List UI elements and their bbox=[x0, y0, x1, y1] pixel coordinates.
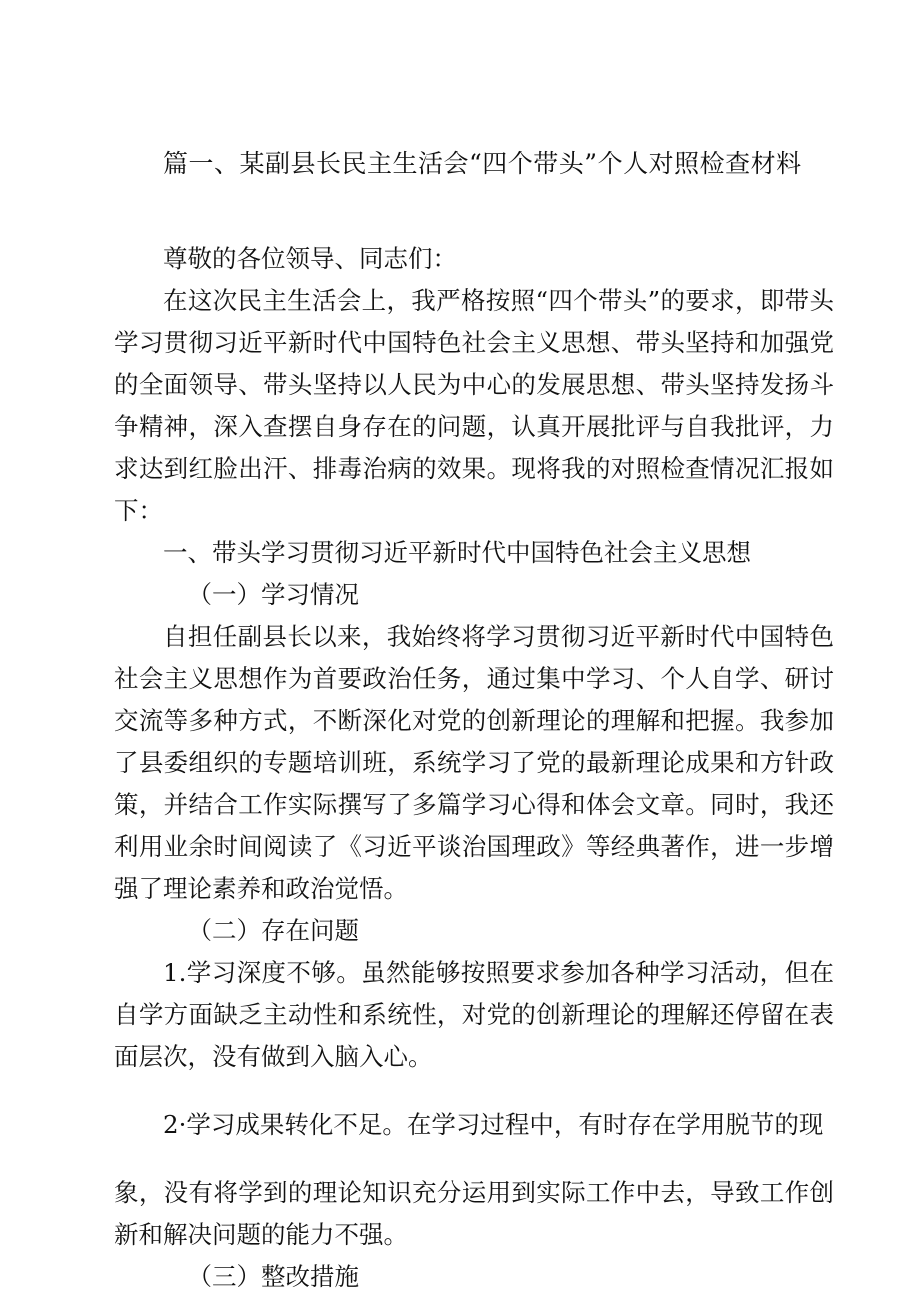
document-title: 篇一、某副县长民主生活会“四个带头”个人对照检查材料 bbox=[163, 149, 802, 178]
problem-item-1: 1.学习深度不够。虽然能够按照要求参加各种学习活动，但在自学方面缺乏主动性和系统性，对党的创新理论的理解还停留在表面层次，没有做到入脑入心。 bbox=[114, 958, 834, 1071]
problem-item-2-continued: 象，没有将学到的理论知识充分运用到实际工作中去，导致工作创新和解决问题的能力不强。 bbox=[114, 1178, 834, 1249]
subsection-heading-2: （二）存在问题 bbox=[187, 916, 359, 945]
document-body bbox=[114, 238, 834, 1298]
study-situation-paragraph: 自担任副县长以来，我始终将学习贯彻习近平新时代中国特色社会主义思想作为首要政治任务，通过集中学习、个人自学、研讨交流等多种方式，不断深化对党的创新理论的理解和把握。我参加了县委组织的专题培训班，系统学习了党的最新理论成果和方针政策，并结合工作实际撰写了多篇学习心得和体会文章。同时，我还利用业余时间阅读了《习近平谈治国理政》等经典著作，进一步增强了理论素养和政治觉悟。 bbox=[114, 622, 834, 903]
intro-paragraph: 在这次民主生活会上，我严格按照“四个带头”的要求，即带头学习贯彻习近平新时代中国特色社会主义思想、带头坚持和加强党的全面领导、带头坚持以人民为中心的发展思想、带头坚持发扬斗争精神，深入查摆自身存在的问题，认真开展批评与自我批评，力求达到红脸出汗、排毒治病的效果。现将我的对照检查情况汇报如下： bbox=[114, 286, 834, 525]
salutation: 尊敬的各位领导、同志们： bbox=[163, 244, 457, 273]
subsection-heading-3: （三）整改措施 bbox=[187, 1262, 359, 1291]
problem-item-2-line1: 2·学习成果转化不足。在学习过程中，有时存在学用脱节的现 bbox=[163, 1110, 824, 1139]
section-heading-1: 一、带头学习贯彻习近平新时代中国特色社会主义思想 bbox=[163, 538, 751, 567]
subsection-heading-1: （一）学习情况 bbox=[187, 580, 359, 609]
